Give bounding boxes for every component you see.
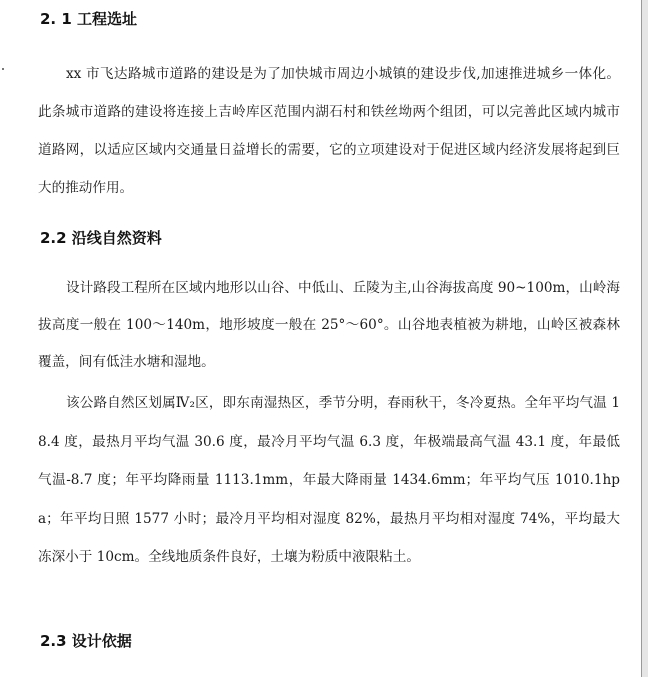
margin-mark [2, 68, 4, 70]
page-edge-shadow [642, 0, 648, 677]
section-heading-site-selection: 2. 1 工程选址 [40, 10, 138, 28]
paragraph-terrain: 设计路段工程所在区域内地形以山谷、中低山、丘陵为主,山谷海拔高度 90~100m，山岭海拔高度一般在 100～140m，地形坡度一般在 25°～60°。山谷地表植被为耕地，山岭区被森林覆盖，间有低洼水塘和湿地。 [38, 280, 620, 370]
paragraph-site-selection: xx 市飞达路城市道路的建设是为了加快城市周边小城镇的建设步伐,加速推进城乡一体化。此条城市道路的建设将连接上吉岭库区范围内湖石村和铁丝坳两个组团，可以完善此区域内城市道路网，以适应区域内交通量日益增长的需要，它的立项建设对于促进区域内经济发展将起到巨大的推动作用。 [38, 66, 620, 196]
paragraph-climate: 该公路自然区划属Ⅳ₂区，即东南湿热区，季节分明，春雨秋干，冬冷夏热。全年平均气温 18.4 度，最热月平均气温 30.6 度，最冷月平均气温 6.3 度，年极端最高气温 43.1 度，年最低气温-8.7 度；年平均降雨量 1113.1mm，年最大降雨量 1434.6mm；年平均气压 1010.1hpa；年平均日照 1577 小时；最冷月平均相对湿度 82%，最热月平均相对湿度 74%，平均最大冻深小于 10cm。全线地质条件良好，土壤为粉质中液限粘土。 [38, 395, 620, 565]
page-edge-line [641, 0, 642, 677]
section-heading-design-basis: 2.3 设计依据 [40, 632, 132, 650]
section-heading-natural-data: 2.2 沿线自然资料 [40, 229, 162, 247]
